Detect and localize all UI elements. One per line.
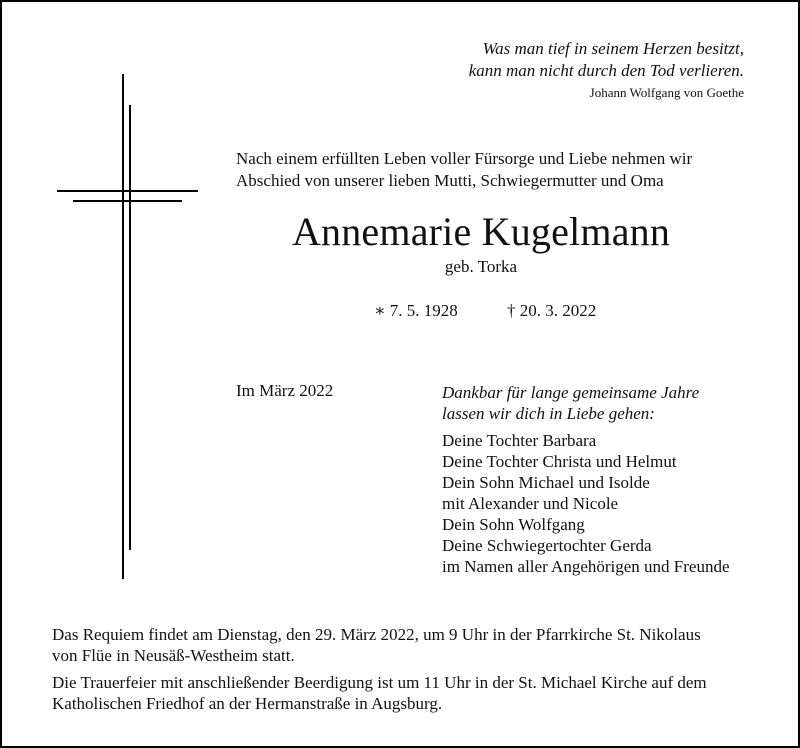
deceased-name: Annemarie Kugelmann <box>291 209 671 254</box>
mourner-item: Deine Schwiegertochter Gerda <box>442 536 652 555</box>
quote-line-1: Was man tief in seinem Herzen besitzt, <box>482 39 744 58</box>
birth-date: ∗ 7. 5. 1928 <box>374 301 458 320</box>
requiem-notice <box>52 624 772 666</box>
requiem-line-1: Das Requiem findet am Dienstag, den 29. März 2022, um 9 Uhr in der Pfarrkirche St. Nikolaus <box>52 625 701 644</box>
requiem-line-2: von Flüe in Neusäß-Westheim statt. <box>52 646 295 665</box>
place-date: Im März 2022 <box>236 381 334 400</box>
funeral-notice <box>52 672 772 714</box>
intro-line-2: Abschied von unserer lieben Mutti, Schwiegermutter und Oma <box>236 171 664 190</box>
funeral-line-2: Katholischen Friedhof an der Hermanstraße in Augsburg. <box>52 694 443 713</box>
mourner-item: mit Alexander und Nicole <box>442 494 619 513</box>
mourner-item: Dein Sohn Michael und Isolde <box>442 473 650 492</box>
mourner-item: Deine Tochter Christa und Helmut <box>442 452 677 471</box>
quote-line-2: kann man nicht durch den Tod verlieren. <box>468 61 744 80</box>
thanks-line-2: lassen wir dich in Liebe gehen: <box>442 404 655 423</box>
quote-author: Johann Wolfgang von Goethe <box>589 85 744 100</box>
goethe-quote <box>469 38 744 103</box>
mourner-item: Deine Tochter Barbara <box>442 431 597 450</box>
thanks-line-1: Dankbar für lange gemeinsame Jahre <box>442 383 700 402</box>
mourners-list <box>442 430 730 577</box>
death-date: † 20. 3. 2022 <box>507 301 597 320</box>
thanks-text <box>442 382 699 424</box>
intro-text <box>236 148 692 192</box>
mourner-item: im Namen aller Angehörigen und Freunde <box>442 557 730 576</box>
cross-icon <box>2 2 222 602</box>
funeral-line-1: Die Trauerfeier mit anschließender Beerdigung ist um 11 Uhr in der St. Michael Kirche auf dem <box>52 673 707 692</box>
birth-name: geb. Torka <box>444 257 518 276</box>
mourner-item: Dein Sohn Wolfgang <box>442 515 585 534</box>
intro-line-1: Nach einem erfüllten Leben voller Fürsorge und Liebe nehmen wir <box>236 149 693 168</box>
